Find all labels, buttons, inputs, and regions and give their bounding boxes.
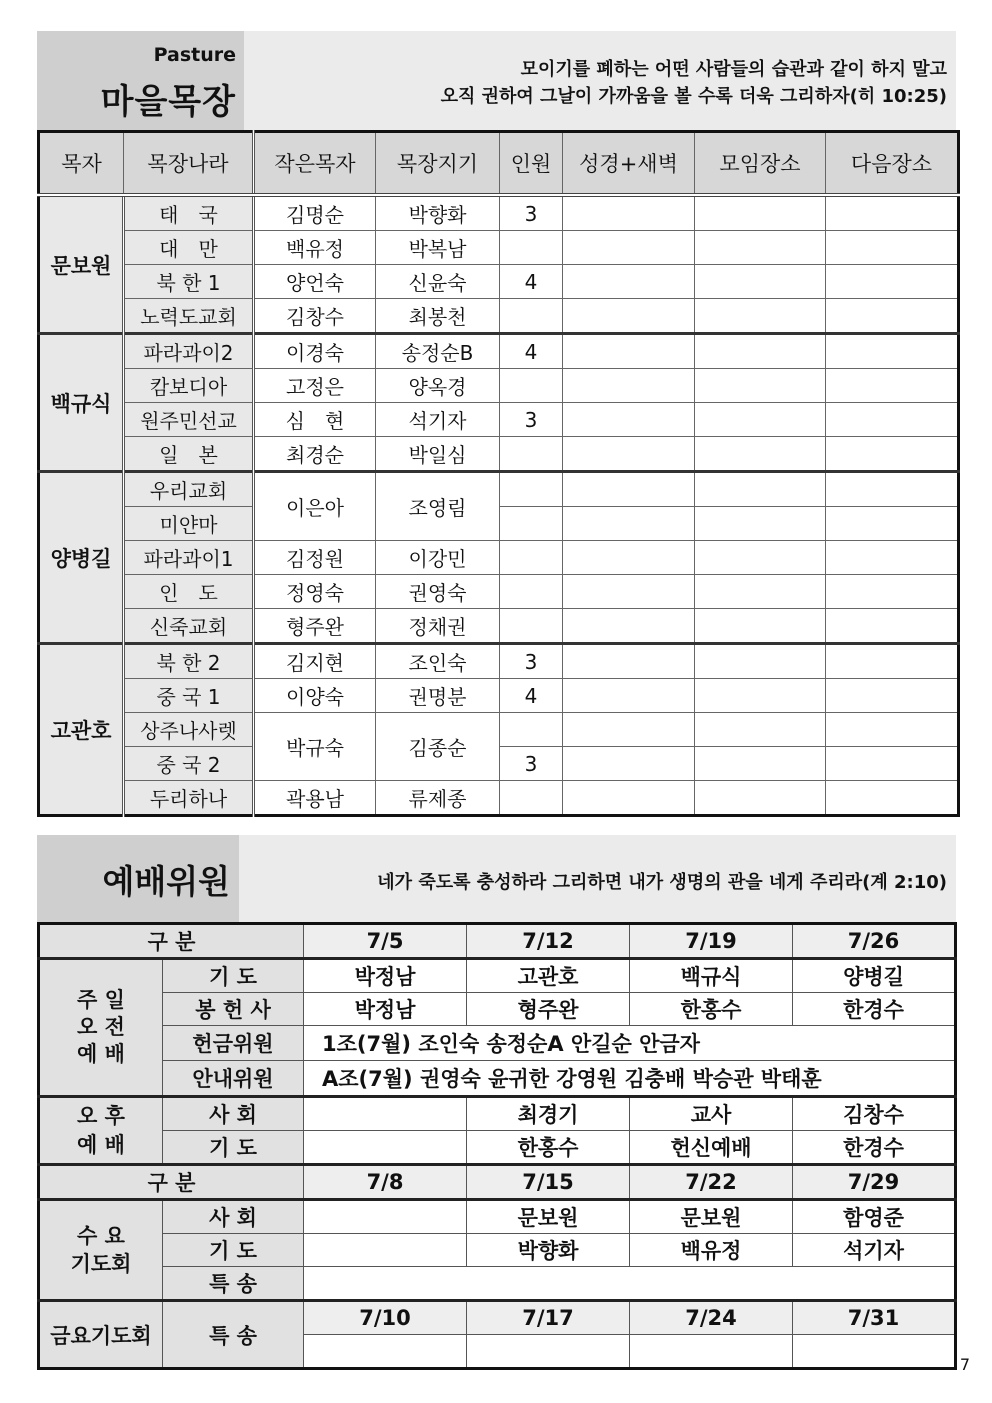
keeper-cell: 정채권: [376, 609, 500, 644]
count-cell: 3: [500, 195, 563, 231]
empty-cell[interactable]: [826, 299, 959, 334]
assignee-cell: 박정남: [304, 959, 467, 993]
header-cell: 인원: [500, 132, 563, 196]
table-row: [39, 299, 959, 334]
section2-title: 예배위원: [102, 862, 230, 901]
small-shepherd-cell: 김지현: [254, 644, 376, 679]
role-label: 사 회: [163, 1200, 304, 1234]
date-cell: 7/17: [467, 1301, 630, 1335]
empty-cell[interactable]: [563, 403, 695, 437]
header-cell: 목장나라: [124, 132, 254, 196]
date-cell: 7/24: [630, 1301, 793, 1335]
wednesday-date-row: [39, 1165, 956, 1200]
empty-cell[interactable]: [826, 541, 959, 575]
empty-cell[interactable]: [826, 609, 959, 644]
table-row: [39, 644, 959, 679]
date-cell: 7/15: [467, 1165, 630, 1200]
empty-cell[interactable]: [695, 609, 826, 644]
small-shepherd-cell: 곽용남: [254, 781, 376, 816]
label-line: 수 요: [77, 1224, 125, 1248]
keeper-cell: 박복남: [376, 231, 500, 265]
count-cell: [500, 781, 563, 816]
table-row: [39, 1097, 956, 1131]
assignee-cell: 문보원: [467, 1200, 630, 1234]
small-shepherd-cell: 박규숙: [254, 713, 376, 781]
count-cell: [500, 299, 563, 334]
gubun-label: 구 분: [39, 924, 304, 959]
section1-english-title: Pasture: [153, 44, 236, 66]
nation-cell: 파라과이1: [124, 541, 254, 575]
table-row: [39, 1267, 956, 1301]
table-row: [39, 959, 956, 993]
small-shepherd-cell: 김정원: [254, 541, 376, 575]
date-cell: 7/26: [793, 924, 956, 959]
assignee-cell: [304, 1234, 467, 1267]
assignee-cell: 한경수: [793, 1131, 956, 1165]
keeper-cell: 조인숙: [376, 644, 500, 679]
assignee-cell: [304, 1131, 467, 1165]
table-header-row: [39, 132, 959, 196]
sunday-morning-label: [39, 959, 163, 1097]
date-cell: 7/10: [304, 1301, 467, 1335]
table-row: [39, 1301, 956, 1335]
role-label: 기 도: [163, 1234, 304, 1267]
empty-cell[interactable]: [826, 747, 959, 781]
empty-cell[interactable]: [826, 265, 959, 299]
empty-cell[interactable]: [563, 437, 695, 472]
empty-cell[interactable]: [563, 609, 695, 644]
assignee-cell: 교사: [630, 1097, 793, 1131]
count-cell: [500, 369, 563, 403]
table-row: [39, 781, 959, 816]
empty-cell[interactable]: [695, 195, 826, 231]
empty-cell[interactable]: [826, 713, 959, 747]
assignee-cell: 김창수: [793, 1097, 956, 1131]
section1-verse-line1: 모이기를 폐하는 어떤 사람들의 습관과 같이 하지 말고: [520, 59, 947, 80]
empty-cell[interactable]: [826, 437, 959, 472]
role-label: 봉 헌 사: [163, 993, 304, 1026]
keeper-cell: 권명분: [376, 679, 500, 713]
table-row: [39, 1234, 956, 1267]
nation-cell: 대 만: [124, 231, 254, 265]
table-row: [39, 195, 959, 231]
label-line: 예 배: [77, 1132, 125, 1157]
nation-cell: 중 국 1: [124, 679, 254, 713]
empty-cell[interactable]: [695, 299, 826, 334]
table-row: [39, 437, 959, 472]
keeper-cell: 양옥경: [376, 369, 500, 403]
small-shepherd-cell: 최경순: [254, 437, 376, 472]
assignee-cell: 양병길: [793, 959, 956, 993]
keeper-cell: 박향화: [376, 195, 500, 231]
table-row: [39, 713, 959, 747]
small-shepherd-cell: 이은아: [254, 472, 376, 541]
keeper-cell: 박일심: [376, 437, 500, 472]
assignee-cell: [304, 1097, 467, 1131]
table-row: [39, 265, 959, 299]
assignee-cell: 박정남: [304, 993, 467, 1026]
assignee-cell: 함영준: [793, 1200, 956, 1234]
label-line: 오 전: [77, 1015, 125, 1039]
table-row: [39, 472, 959, 507]
empty-cell[interactable]: [695, 679, 826, 713]
empty-cell[interactable]: [695, 541, 826, 575]
empty-cell[interactable]: [563, 781, 695, 816]
table-row: [39, 1061, 956, 1097]
assignee-cell: 헌신예배: [630, 1131, 793, 1165]
empty-cell[interactable]: [695, 472, 826, 507]
nation-cell: 북 한 2: [124, 644, 254, 679]
count-cell: [500, 575, 563, 609]
nation-cell: 일 본: [124, 437, 254, 472]
count-cell: [500, 713, 563, 747]
nation-cell: 미얀마: [124, 507, 254, 541]
empty-cell[interactable]: [793, 1335, 956, 1369]
section2-verse: 네가 죽도록 충성하라 그리하면 내가 생명의 관을 네게 주리라(계 2:10): [377, 872, 947, 893]
date-cell: 7/22: [630, 1165, 793, 1200]
friday-prayer-label: 금요기도회: [39, 1301, 163, 1369]
special-song-cell[interactable]: [304, 1267, 956, 1301]
count-cell: [500, 507, 563, 541]
header-cell: 목자: [39, 132, 124, 196]
keeper-cell: 이강민: [376, 541, 500, 575]
header-cell: 성경+새벽: [563, 132, 695, 196]
empty-cell[interactable]: [695, 334, 826, 369]
keeper-cell: 석기자: [376, 403, 500, 437]
table-row: [39, 609, 959, 644]
keeper-cell: 류제종: [376, 781, 500, 816]
assignee-cell: 박향화: [467, 1234, 630, 1267]
sunday-afternoon-label: [39, 1097, 163, 1165]
nation-cell: 신죽교회: [124, 609, 254, 644]
sunday-date-row: [39, 924, 956, 959]
count-cell: 3: [500, 644, 563, 679]
header-cell: 다음장소: [826, 132, 959, 196]
empty-cell[interactable]: [826, 369, 959, 403]
empty-cell[interactable]: [563, 231, 695, 265]
empty-cell[interactable]: [563, 369, 695, 403]
assignee-cell: 고관호: [467, 959, 630, 993]
assignee-cell: 백유정: [630, 1234, 793, 1267]
table-row: [39, 1131, 956, 1165]
role-label: 사 회: [163, 1097, 304, 1131]
keeper-cell: 송정순B: [376, 334, 500, 369]
date-cell: 7/12: [467, 924, 630, 959]
empty-cell[interactable]: [563, 265, 695, 299]
assignee-cell: 형주완: [467, 993, 630, 1026]
header-cell: 목장지기: [376, 132, 500, 196]
empty-cell[interactable]: [563, 507, 695, 541]
nation-cell: 상주나사렛: [124, 713, 254, 747]
count-cell: [500, 472, 563, 507]
empty-cell[interactable]: [826, 195, 959, 231]
section1-verse-line2: 오직 권하여 그날이 가까움을 볼 수록 더욱 그리하자(히 10:25): [440, 86, 947, 107]
header-cell: 작은목자: [254, 132, 376, 196]
table-row: [39, 575, 959, 609]
label-line: 주 일: [77, 988, 125, 1012]
role-label: 기 도: [163, 1131, 304, 1165]
empty-cell[interactable]: [826, 334, 959, 369]
assignee-cell: 한홍수: [467, 1131, 630, 1165]
keeper-cell: 최봉천: [376, 299, 500, 334]
small-shepherd-cell: 심 현: [254, 403, 376, 437]
empty-cell[interactable]: [826, 644, 959, 679]
empty-cell[interactable]: [695, 713, 826, 747]
role-label: 안내위원: [163, 1061, 304, 1097]
empty-cell[interactable]: [826, 403, 959, 437]
table-row: [39, 679, 959, 713]
worship-committee-table: [37, 922, 957, 1370]
empty-cell[interactable]: [695, 369, 826, 403]
date-cell: 7/29: [793, 1165, 956, 1200]
small-shepherd-cell: 양언숙: [254, 265, 376, 299]
count-cell: 4: [500, 334, 563, 369]
table-row: [39, 231, 959, 265]
role-label: 특 송: [163, 1301, 304, 1369]
empty-cell[interactable]: [563, 679, 695, 713]
small-shepherd-cell: 김명순: [254, 195, 376, 231]
shepherd-name: 고관호: [39, 644, 124, 816]
gubun-label: 구 분: [39, 1165, 304, 1200]
empty-cell[interactable]: [695, 781, 826, 816]
small-shepherd-cell: 정영숙: [254, 575, 376, 609]
header-cell: 모임장소: [695, 132, 826, 196]
nation-cell: 인 도: [124, 575, 254, 609]
assignee-cell: 최경기: [467, 1097, 630, 1131]
label-line: 기도회: [70, 1252, 132, 1276]
assignee-cell: 한홍수: [630, 993, 793, 1026]
nation-cell: 두리하나: [124, 781, 254, 816]
empty-cell[interactable]: [695, 403, 826, 437]
wednesday-prayer-label: [39, 1200, 163, 1301]
empty-cell[interactable]: [695, 644, 826, 679]
nation-cell: 원주민선교: [124, 403, 254, 437]
table-row: [39, 369, 959, 403]
section1-title: 마을목장: [100, 82, 236, 122]
count-cell: [500, 437, 563, 472]
date-cell: 7/31: [793, 1301, 956, 1335]
empty-cell[interactable]: [563, 195, 695, 231]
keeper-cell: 권영숙: [376, 575, 500, 609]
shepherd-name: 문보원: [39, 195, 124, 334]
empty-cell[interactable]: [695, 437, 826, 472]
keeper-cell: 신윤숙: [376, 265, 500, 299]
count-cell: 3: [500, 403, 563, 437]
table-row: [39, 334, 959, 369]
empty-cell[interactable]: [695, 231, 826, 265]
empty-cell[interactable]: [826, 781, 959, 816]
count-cell: [500, 231, 563, 265]
empty-cell[interactable]: [563, 644, 695, 679]
label-line: 예 배: [77, 1042, 125, 1066]
empty-cell[interactable]: [695, 747, 826, 781]
nation-cell: 중 국 2: [124, 747, 254, 781]
usher-committee-cell: A조(7월) 권영숙 윤귀한 강영원 김충배 박승관 박태훈: [304, 1061, 956, 1097]
empty-cell[interactable]: [630, 1335, 793, 1369]
label-line: 오 후: [77, 1103, 125, 1128]
empty-cell[interactable]: [563, 472, 695, 507]
assignee-cell: 석기자: [793, 1234, 956, 1267]
empty-cell[interactable]: [695, 575, 826, 609]
count-cell: 4: [500, 265, 563, 299]
empty-cell[interactable]: [695, 507, 826, 541]
count-cell: 3: [500, 747, 563, 781]
empty-cell[interactable]: [563, 541, 695, 575]
role-label: 헌금위원: [163, 1026, 304, 1061]
nation-cell: 노력도교회: [124, 299, 254, 334]
empty-cell[interactable]: [826, 679, 959, 713]
nation-cell: 캄보디아: [124, 369, 254, 403]
small-shepherd-cell: 이경숙: [254, 334, 376, 369]
role-label: 특 송: [163, 1267, 304, 1301]
date-cell: 7/8: [304, 1165, 467, 1200]
date-cell: 7/19: [630, 924, 793, 959]
nation-cell: 북 한 1: [124, 265, 254, 299]
assignee-cell: 백규식: [630, 959, 793, 993]
empty-cell[interactable]: [563, 713, 695, 747]
finance-committee-cell: 1조(7월) 조인숙 송정순A 안길순 안금자: [304, 1026, 956, 1061]
empty-cell[interactable]: [304, 1335, 467, 1369]
empty-cell[interactable]: [826, 231, 959, 265]
small-shepherd-cell: 고정은: [254, 369, 376, 403]
assignee-cell: [304, 1200, 467, 1234]
table-row: [39, 541, 959, 575]
empty-cell[interactable]: [467, 1335, 630, 1369]
table-row: [39, 403, 959, 437]
empty-cell[interactable]: [563, 334, 695, 369]
count-cell: [500, 541, 563, 575]
small-shepherd-cell: 백유정: [254, 231, 376, 265]
empty-cell[interactable]: [563, 299, 695, 334]
shepherd-name: 양병길: [39, 472, 124, 644]
count-cell: [500, 609, 563, 644]
page-number: 7: [959, 1355, 970, 1374]
small-shepherd-cell: 형주완: [254, 609, 376, 644]
nation-cell: 파라과이2: [124, 334, 254, 369]
nation-cell: 태 국: [124, 195, 254, 231]
empty-cell[interactable]: [695, 265, 826, 299]
nation-cell: 우리교회: [124, 472, 254, 507]
keeper-cell: 조영림: [376, 472, 500, 541]
small-shepherd-cell: 김창수: [254, 299, 376, 334]
table-row: [39, 1200, 956, 1234]
table-row: [39, 993, 956, 1026]
date-cell: 7/5: [304, 924, 467, 959]
pasture-table: [37, 130, 960, 817]
empty-cell[interactable]: [563, 575, 695, 609]
assignee-cell: 한경수: [793, 993, 956, 1026]
assignee-cell: 문보원: [630, 1200, 793, 1234]
small-shepherd-cell: 이양숙: [254, 679, 376, 713]
empty-cell[interactable]: [563, 747, 695, 781]
role-label: 기 도: [163, 959, 304, 993]
empty-cell[interactable]: [826, 575, 959, 609]
table-row: [39, 1026, 956, 1061]
empty-cell[interactable]: [826, 472, 959, 507]
empty-cell[interactable]: [826, 507, 959, 541]
count-cell: 4: [500, 679, 563, 713]
keeper-cell: 김종순: [376, 713, 500, 781]
shepherd-name: 백규식: [39, 334, 124, 472]
